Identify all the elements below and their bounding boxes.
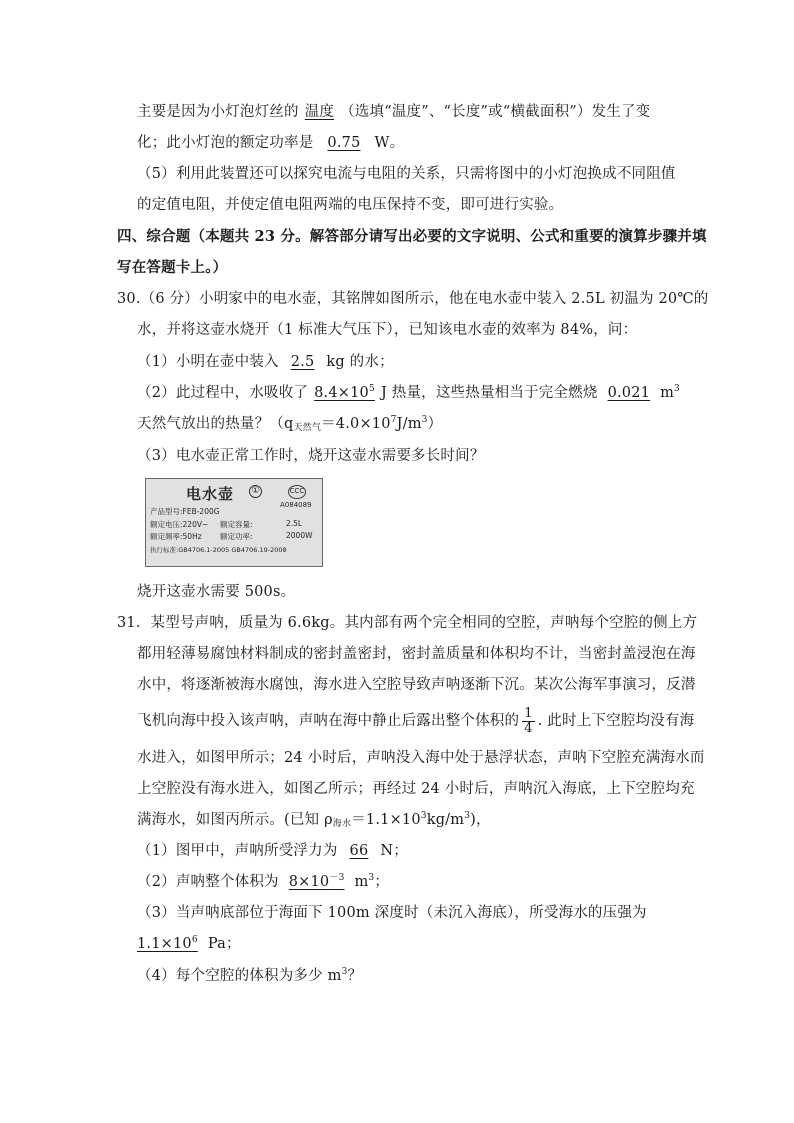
section-heading: 四、综合题（本题共 23 分。解答部分请写出必要的文字说明、公式和重要的演算步骤并填 bbox=[117, 228, 707, 245]
superscript: 3 bbox=[464, 811, 471, 821]
text-span: m bbox=[660, 385, 675, 401]
question-31-stem: 31．某型号声呐，质量为 6.6kg。其内部有两个完全相同的空腔，声呐每个空腔的侧上方 bbox=[117, 615, 698, 631]
superscript: 3 bbox=[368, 873, 375, 883]
superscript: 6 bbox=[191, 935, 198, 945]
superscript: 3 bbox=[674, 384, 680, 394]
subscript: 海水 bbox=[332, 819, 352, 829]
text-line bbox=[137, 133, 404, 153]
question-30-answer: 烧开这壶水需要 500s。 bbox=[137, 584, 296, 600]
question-31-stem-cont: 水进入，如图甲所示；24 小时后，声呐没入海中处于悬浮状态，声呐下空腔充满海水而 bbox=[137, 750, 705, 766]
nameplate-badge: ① bbox=[249, 485, 262, 498]
nameplate-code: A084089 bbox=[280, 501, 312, 509]
text-span: W。 bbox=[374, 135, 405, 151]
text-span: N； bbox=[380, 843, 408, 859]
nameplate-voltage: 额定电压:220V~ bbox=[150, 520, 209, 529]
text-span: （1）小明在壶中装入 bbox=[137, 354, 279, 370]
text-span: J/m bbox=[396, 416, 422, 432]
text-span: )， bbox=[470, 812, 491, 828]
nameplate-frequency: 额定频率:50Hz bbox=[150, 532, 202, 541]
question-31-part-3 bbox=[137, 903, 663, 923]
text-span: ＝4.0×10 bbox=[321, 416, 391, 432]
question-31-stem-cont bbox=[137, 810, 491, 830]
text-span: 主要是因为小灯泡灯丝的 bbox=[137, 104, 299, 120]
answer-blank: 2.5 bbox=[290, 354, 315, 370]
text-span: . 此时上下空腔均没有海 bbox=[537, 713, 695, 729]
superscript: 5 bbox=[369, 384, 375, 394]
text-span: 化；此小灯泡的额定功率是 bbox=[137, 135, 314, 151]
subscript: 天然气 bbox=[293, 423, 322, 433]
superscript: －3 bbox=[329, 873, 345, 883]
answer-blank: 0.75 bbox=[327, 135, 361, 151]
answer-blank: 0.021 bbox=[607, 385, 651, 401]
answer-blank: 温度 bbox=[304, 104, 335, 120]
question-31-stem-cont: 上空腔没有海水进入，如图乙所示；再经过 24 小时后，声呐沉入海底，上下空腔均充 bbox=[137, 781, 695, 797]
nameplate-power-label: 额定功率: bbox=[220, 532, 253, 541]
question-31-part-2 bbox=[137, 872, 389, 892]
text-line bbox=[137, 102, 650, 122]
question-31-stem-cont: 水中，将逐渐被海水腐蚀，海水进入空腔导致声呐逐渐下沉。某次公海军事演习，反潜 bbox=[137, 677, 696, 693]
text-span: （3）当声呐底部位于海面下 100m 深度时（未沉入海底），所受海水的压强为 bbox=[137, 905, 647, 921]
answer-blank: 8×10 bbox=[288, 874, 330, 890]
text-span: m bbox=[354, 874, 369, 890]
text-span: ？ bbox=[347, 968, 363, 984]
text-span: ＝1.1×10 bbox=[351, 812, 421, 828]
text-line: 的定值电阻，并使定值电阻两端的电压保持不变，即可进行实验。 bbox=[137, 197, 564, 213]
fraction-numerator: 1 bbox=[524, 705, 533, 721]
nameplate-standard: 执行标准:GB4706.1-2005 GB4706.19-2008 bbox=[150, 546, 287, 554]
superscript: 7 bbox=[390, 415, 397, 425]
question-30-part-2 bbox=[137, 383, 680, 403]
fraction-denominator: 4 bbox=[524, 720, 533, 736]
nameplate-capacity-label: 额定容量: bbox=[220, 520, 253, 529]
superscript: 3 bbox=[341, 967, 348, 977]
question-30-part-2-cont bbox=[137, 414, 442, 434]
question-31-part-3-cont bbox=[137, 934, 241, 954]
text-line: （5）利用此装置还可以探究电流与电阻的关系，只需将图中的小灯泡换成不同阻值 bbox=[137, 166, 676, 182]
question-31-part-4 bbox=[137, 966, 362, 986]
nameplate-model: 产品型号:FEB-200G bbox=[150, 507, 220, 516]
text-span: J 热量，这些热量相当于完全燃烧 bbox=[380, 385, 598, 401]
text-span: （选填“温度”、“长度”或“横截面积”）发生了变 bbox=[340, 104, 651, 120]
text-span: Pa； bbox=[207, 936, 241, 952]
question-30-stem: 30.（6 分）小明家中的电水壶，其铭牌如图所示，他在电水壶中装入 2.5L 初温为 20℃的 bbox=[117, 291, 709, 307]
question-31-stem-cont: 都用轻薄易腐蚀材料制成的密封盖密封，密封盖质量和体积均不计，当密封盖浸泡在海 bbox=[137, 646, 696, 662]
text-span: ） bbox=[427, 416, 443, 432]
question-30-part-1 bbox=[137, 352, 394, 372]
superscript: 3 bbox=[420, 811, 427, 821]
nameplate-power: 2000W bbox=[286, 531, 313, 540]
question-31-stem-cont bbox=[137, 706, 694, 736]
text-span: kg 的水； bbox=[326, 354, 394, 370]
text-span: 天然气放出的热量？（q bbox=[137, 416, 294, 432]
question-30-part-3: （3）电水壶正常工作时，烧开这壶水需要多长时间？ bbox=[137, 448, 485, 464]
text-span: 飞机向海中投入该声呐，声呐在海中静止后露出整个体积的 bbox=[137, 713, 520, 729]
nameplate-title: 电水壶 bbox=[186, 485, 235, 503]
superscript: 3 bbox=[421, 415, 428, 425]
text-span: （1）图甲中，声呐所受浮力为 bbox=[137, 843, 338, 859]
answer-blank: 8.4×10 bbox=[314, 385, 369, 401]
kettle-nameplate-image bbox=[145, 478, 323, 567]
ccc-mark-icon: CCC bbox=[288, 485, 306, 499]
text-span: （2）声呐整个体积为 bbox=[137, 874, 279, 890]
nameplate-capacity: 2.5L bbox=[286, 519, 303, 528]
question-30-stem-cont: 水，并将这壶水烧开（1 标准大气压下），已知该电水壶的效率为 84%，问： bbox=[137, 322, 638, 338]
answer-blank: 1.1×10 bbox=[137, 936, 192, 952]
fraction bbox=[522, 707, 534, 736]
question-31-part-1 bbox=[137, 841, 408, 861]
text-span: kg/m bbox=[426, 812, 465, 828]
section-heading-cont: 写在答题卡上。） bbox=[117, 259, 228, 276]
text-span: （2）此过程中，水吸收了 bbox=[137, 385, 309, 401]
text-span: ； bbox=[374, 874, 390, 890]
answer-blank: 66 bbox=[349, 843, 369, 859]
text-span: 满海水，如图丙所示。(已知 ρ bbox=[137, 812, 333, 828]
text-span: （4）每个空腔的体积为多少 m bbox=[137, 968, 342, 984]
